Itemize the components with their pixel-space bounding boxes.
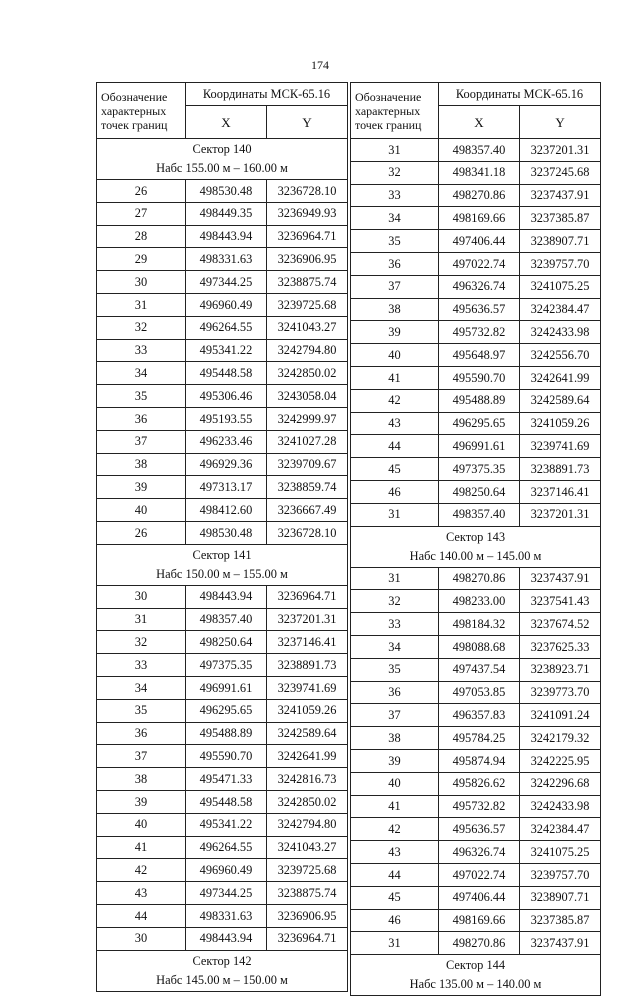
point-id-cell: 39 <box>97 790 186 813</box>
x-coordinate-cell: 495471.33 <box>186 768 267 791</box>
table-row <box>97 927 348 950</box>
x-coordinate-cell: 497406.44 <box>439 230 520 253</box>
y-coordinate-cell: 3237541.43 <box>520 590 601 613</box>
point-id-cell: 41 <box>351 366 439 389</box>
y-coordinate-cell: 3239741.69 <box>520 435 601 458</box>
table-row <box>351 818 601 841</box>
y-coordinate-cell: 3241043.27 <box>267 836 348 859</box>
point-id-cell: 40 <box>97 813 186 836</box>
x-coordinate-cell: 495448.58 <box>186 790 267 813</box>
table-row <box>97 453 348 476</box>
x-coordinate-cell: 496295.65 <box>186 699 267 722</box>
table-row <box>351 207 601 230</box>
table-row <box>351 389 601 412</box>
y-coordinate-cell: 3242850.02 <box>267 362 348 385</box>
y-coordinate-cell: 3241075.25 <box>520 275 601 298</box>
table-row <box>351 458 601 481</box>
designation-header: Обозначение характерных точек границ <box>97 83 186 139</box>
point-id-cell: 33 <box>351 613 439 636</box>
point-id-cell: 29 <box>97 248 186 271</box>
sector-title: Сектор 140 <box>192 142 252 156</box>
x-coordinate-cell: 495732.82 <box>439 321 520 344</box>
y-coordinate-cell: 3237385.87 <box>520 207 601 230</box>
point-id-cell: 35 <box>97 385 186 408</box>
point-id-cell: 45 <box>351 886 439 909</box>
x-coordinate-cell: 495590.70 <box>186 745 267 768</box>
x-coordinate-cell: 496357.83 <box>439 704 520 727</box>
sector-row <box>97 139 348 180</box>
sector-heading <box>351 955 601 996</box>
point-id-cell: 36 <box>351 681 439 704</box>
x-coordinate-cell: 495448.58 <box>186 362 267 385</box>
y-coordinate-cell: 3237201.31 <box>267 608 348 631</box>
x-coordinate-cell: 496264.55 <box>186 316 267 339</box>
table-row <box>351 435 601 458</box>
table-row <box>351 590 601 613</box>
designation-header: Обозначение характерных точек границ <box>351 83 439 139</box>
table-row <box>97 585 348 608</box>
x-coordinate-cell: 498443.94 <box>186 225 267 248</box>
point-id-cell: 38 <box>97 453 186 476</box>
x-coordinate-cell: 498184.32 <box>439 613 520 636</box>
sector-row <box>351 526 601 567</box>
y-coordinate-cell: 3241027.28 <box>267 430 348 453</box>
y-coordinate-cell: 3238923.71 <box>520 658 601 681</box>
table-row <box>97 882 348 905</box>
x-coordinate-cell: 498250.64 <box>439 480 520 503</box>
x-coordinate-cell: 495341.22 <box>186 813 267 836</box>
x-coordinate-cell: 497313.17 <box>186 476 267 499</box>
x-header: X <box>186 106 267 139</box>
point-id-cell: 36 <box>351 252 439 275</box>
x-coordinate-cell: 496295.65 <box>439 412 520 435</box>
table-row <box>351 772 601 795</box>
point-id-cell: 32 <box>97 316 186 339</box>
point-id-cell: 30 <box>97 585 186 608</box>
y-coordinate-cell: 3241059.26 <box>520 412 601 435</box>
x-coordinate-cell: 498331.63 <box>186 904 267 927</box>
table-row <box>97 339 348 362</box>
y-coordinate-cell: 3236906.95 <box>267 248 348 271</box>
x-coordinate-cell: 495341.22 <box>186 339 267 362</box>
table-row <box>97 180 348 203</box>
table-row <box>97 362 348 385</box>
x-coordinate-cell: 498169.66 <box>439 909 520 932</box>
table-row <box>351 909 601 932</box>
sector-heading <box>97 544 348 585</box>
y-coordinate-cell: 3238875.74 <box>267 271 348 294</box>
point-id-cell: 36 <box>97 722 186 745</box>
point-id-cell: 33 <box>97 654 186 677</box>
table-row <box>97 859 348 882</box>
table-row <box>97 676 348 699</box>
sector-title: Сектор 143 <box>445 529 506 544</box>
x-coordinate-cell: 495306.46 <box>186 385 267 408</box>
x-coordinate-cell: 496233.46 <box>186 430 267 453</box>
sector-row <box>97 544 348 585</box>
sector-height-range: Набс 135.00 м – 140.00 м <box>409 977 542 992</box>
point-id-cell: 42 <box>97 859 186 882</box>
table-row <box>97 248 348 271</box>
point-id-cell: 42 <box>351 389 439 412</box>
point-id-cell: 38 <box>351 298 439 321</box>
x-coordinate-cell: 497344.25 <box>186 882 267 905</box>
table-row <box>351 704 601 727</box>
y-coordinate-cell: 3242589.64 <box>267 722 348 745</box>
point-id-cell: 35 <box>351 658 439 681</box>
x-coordinate-cell: 495648.97 <box>439 344 520 367</box>
point-id-cell: 28 <box>97 225 186 248</box>
y-coordinate-cell: 3237146.41 <box>520 480 601 503</box>
point-id-cell: 40 <box>351 344 439 367</box>
sector-heading <box>97 139 348 180</box>
y-coordinate-cell: 3238891.73 <box>520 458 601 481</box>
x-coordinate-cell: 498357.40 <box>439 503 520 526</box>
y-coordinate-cell: 3237437.91 <box>520 932 601 955</box>
point-id-cell: 46 <box>351 480 439 503</box>
table-row <box>351 412 601 435</box>
x-coordinate-cell: 498169.66 <box>439 207 520 230</box>
point-id-cell: 46 <box>351 909 439 932</box>
x-coordinate-cell: 496264.55 <box>186 836 267 859</box>
table-row <box>97 699 348 722</box>
x-coordinate-cell: 495784.25 <box>439 727 520 750</box>
x-coordinate-cell: 498341.18 <box>439 161 520 184</box>
x-coordinate-cell: 496960.49 <box>186 859 267 882</box>
y-coordinate-cell: 3242179.32 <box>520 727 601 750</box>
x-coordinate-cell: 498357.40 <box>186 608 267 631</box>
table-row <box>351 480 601 503</box>
table-row <box>351 932 601 955</box>
table-row <box>97 316 348 339</box>
y-coordinate-cell: 3242794.80 <box>267 813 348 836</box>
y-coordinate-cell: 3241043.27 <box>267 316 348 339</box>
table-row <box>351 635 601 658</box>
table-row <box>97 790 348 813</box>
y-coordinate-cell: 3242433.98 <box>520 795 601 818</box>
y-coordinate-cell: 3236964.71 <box>267 225 348 248</box>
y-coordinate-cell: 3239725.68 <box>267 293 348 316</box>
x-coordinate-cell: 498250.64 <box>186 631 267 654</box>
y-coordinate-cell: 3242641.99 <box>520 366 601 389</box>
y-coordinate-cell: 3237201.31 <box>520 503 601 526</box>
point-id-cell: 39 <box>351 749 439 772</box>
y-coordinate-cell: 3242384.47 <box>520 298 601 321</box>
page-number: 174 <box>311 58 329 72</box>
table-row <box>351 863 601 886</box>
x-coordinate-cell: 498233.00 <box>439 590 520 613</box>
y-coordinate-cell: 3242556.70 <box>520 344 601 367</box>
y-coordinate-cell: 3242999.97 <box>267 407 348 430</box>
x-coordinate-cell: 497375.35 <box>439 458 520 481</box>
y-coordinate-cell: 3242641.99 <box>267 745 348 768</box>
y-coordinate-cell: 3237625.33 <box>520 635 601 658</box>
point-id-cell: 31 <box>351 567 439 590</box>
x-coordinate-cell: 495488.89 <box>439 389 520 412</box>
table-row <box>97 385 348 408</box>
table-row <box>351 795 601 818</box>
table-row <box>97 836 348 859</box>
x-coordinate-cell: 498449.35 <box>186 202 267 225</box>
coordinates-table-right <box>350 82 601 996</box>
table-row <box>97 813 348 836</box>
x-coordinate-cell: 495732.82 <box>439 795 520 818</box>
y-coordinate-cell: 3242589.64 <box>520 389 601 412</box>
sector-height-range: Набс 140.00 м – 145.00 м <box>409 548 542 563</box>
point-id-cell: 44 <box>97 904 186 927</box>
table-row <box>351 749 601 772</box>
point-id-cell: 31 <box>97 293 186 316</box>
y-coordinate-cell: 3243058.04 <box>267 385 348 408</box>
point-id-cell: 30 <box>97 927 186 950</box>
point-id-cell: 39 <box>97 476 186 499</box>
table-row <box>97 499 348 522</box>
table-row <box>351 366 601 389</box>
point-id-cell: 38 <box>351 727 439 750</box>
point-id-cell: 26 <box>97 180 186 203</box>
y-coordinate-cell: 3242433.98 <box>520 321 601 344</box>
y-coordinate-cell: 3238891.73 <box>267 654 348 677</box>
x-coordinate-cell: 496960.49 <box>186 293 267 316</box>
y-coordinate-cell: 3237245.68 <box>520 161 601 184</box>
table-row <box>351 161 601 184</box>
x-coordinate-cell: 498443.94 <box>186 927 267 950</box>
x-coordinate-cell: 497344.25 <box>186 271 267 294</box>
sector-height-range: Набс 145.00 м – 150.00 м <box>156 972 288 987</box>
y-coordinate-cell: 3237385.87 <box>520 909 601 932</box>
table-row <box>351 184 601 207</box>
table-row <box>351 298 601 321</box>
table-row <box>97 202 348 225</box>
table-row <box>97 608 348 631</box>
point-id-cell: 31 <box>351 139 439 162</box>
table-row <box>351 230 601 253</box>
y-coordinate-cell: 3238907.71 <box>520 886 601 909</box>
table-row <box>351 658 601 681</box>
x-coordinate-cell: 496929.36 <box>186 453 267 476</box>
x-coordinate-cell: 497053.85 <box>439 681 520 704</box>
x-coordinate-cell: 495488.89 <box>186 722 267 745</box>
y-coordinate-cell: 3238859.74 <box>267 476 348 499</box>
y-coordinate-cell: 3239757.70 <box>520 252 601 275</box>
y-coordinate-cell: 3239709.67 <box>267 453 348 476</box>
y-coordinate-cell: 3238875.74 <box>267 882 348 905</box>
y-header: Y <box>520 106 601 139</box>
x-coordinate-cell: 495636.57 <box>439 298 520 321</box>
point-id-cell: 33 <box>97 339 186 362</box>
table-row <box>97 904 348 927</box>
y-coordinate-cell: 3236728.10 <box>267 521 348 544</box>
table-row <box>351 321 601 344</box>
sector-heading <box>351 526 601 567</box>
y-coordinate-cell: 3236949.93 <box>267 202 348 225</box>
y-coordinate-cell: 3241075.25 <box>520 841 601 864</box>
x-coordinate-cell: 498270.86 <box>439 184 520 207</box>
point-id-cell: 30 <box>97 271 186 294</box>
y-coordinate-cell: 3242225.95 <box>520 749 601 772</box>
y-coordinate-cell: 3242850.02 <box>267 790 348 813</box>
y-coordinate-cell: 3241091.24 <box>520 704 601 727</box>
x-coordinate-cell: 498412.60 <box>186 499 267 522</box>
table-row <box>97 768 348 791</box>
point-id-cell: 44 <box>351 863 439 886</box>
point-id-cell: 34 <box>97 676 186 699</box>
y-coordinate-cell: 3236906.95 <box>267 904 348 927</box>
y-coordinate-cell: 3237437.91 <box>520 567 601 590</box>
point-id-cell: 37 <box>351 704 439 727</box>
y-coordinate-cell: 3236728.10 <box>267 180 348 203</box>
sector-row <box>351 955 601 996</box>
sector-title: Сектор 141 <box>192 547 252 562</box>
coordinates-header: Координаты МСК-65.16 <box>186 83 348 106</box>
x-coordinate-cell: 496326.74 <box>439 841 520 864</box>
y-coordinate-cell: 3236964.71 <box>267 585 348 608</box>
coordinates-header: Координаты МСК-65.16 <box>439 83 601 106</box>
table-row <box>97 722 348 745</box>
x-coordinate-cell: 498331.63 <box>186 248 267 271</box>
x-coordinate-cell: 497437.54 <box>439 658 520 681</box>
y-coordinate-cell: 3239773.70 <box>520 681 601 704</box>
y-coordinate-cell: 3238907.71 <box>520 230 601 253</box>
x-coordinate-cell: 497406.44 <box>439 886 520 909</box>
table-row <box>97 745 348 768</box>
x-coordinate-cell: 497375.35 <box>186 654 267 677</box>
x-coordinate-cell: 495874.94 <box>439 749 520 772</box>
point-id-cell: 40 <box>351 772 439 795</box>
table-row <box>351 727 601 750</box>
table-row <box>351 613 601 636</box>
x-coordinate-cell: 498088.68 <box>439 635 520 658</box>
y-coordinate-cell: 3242816.73 <box>267 768 348 791</box>
point-id-cell: 35 <box>351 230 439 253</box>
point-id-cell: 41 <box>97 836 186 859</box>
y-coordinate-cell: 3239741.69 <box>267 676 348 699</box>
table-row <box>97 271 348 294</box>
point-id-cell: 37 <box>97 745 186 768</box>
y-coordinate-cell: 3242384.47 <box>520 818 601 841</box>
x-coordinate-cell: 496991.61 <box>439 435 520 458</box>
x-coordinate-cell: 496326.74 <box>439 275 520 298</box>
table-row <box>97 293 348 316</box>
y-coordinate-cell: 3239757.70 <box>520 863 601 886</box>
y-coordinate-cell: 3242296.68 <box>520 772 601 795</box>
x-coordinate-cell: 498443.94 <box>186 585 267 608</box>
point-id-cell: 31 <box>351 932 439 955</box>
x-coordinate-cell: 498270.86 <box>439 567 520 590</box>
point-id-cell: 40 <box>97 499 186 522</box>
x-coordinate-cell: 498530.48 <box>186 521 267 544</box>
y-coordinate-cell: 3237674.52 <box>520 613 601 636</box>
y-header: Y <box>267 106 348 139</box>
table-row <box>97 476 348 499</box>
table-row <box>351 344 601 367</box>
point-id-cell: 33 <box>351 184 439 207</box>
y-coordinate-cell: 3242794.80 <box>267 339 348 362</box>
point-id-cell: 43 <box>97 882 186 905</box>
y-coordinate-cell: 3237146.41 <box>267 631 348 654</box>
x-coordinate-cell: 496991.61 <box>186 676 267 699</box>
table-row <box>97 407 348 430</box>
point-id-cell: 31 <box>351 503 439 526</box>
point-id-cell: 41 <box>351 795 439 818</box>
point-id-cell: 26 <box>97 521 186 544</box>
sector-heading <box>97 950 348 991</box>
table-row <box>351 275 601 298</box>
point-id-cell: 43 <box>351 841 439 864</box>
y-coordinate-cell: 3237437.91 <box>520 184 601 207</box>
y-coordinate-cell: 3237201.31 <box>520 139 601 162</box>
point-id-cell: 44 <box>351 435 439 458</box>
table-row <box>97 654 348 677</box>
x-coordinate-cell: 495193.55 <box>186 407 267 430</box>
y-coordinate-cell: 3236964.71 <box>267 927 348 950</box>
table-row <box>351 567 601 590</box>
table-row <box>351 886 601 909</box>
table-row <box>97 225 348 248</box>
x-coordinate-cell: 497022.74 <box>439 252 520 275</box>
point-id-cell: 37 <box>351 275 439 298</box>
x-coordinate-cell: 495636.57 <box>439 818 520 841</box>
x-coordinate-cell: 495826.62 <box>439 772 520 795</box>
sector-row <box>97 950 348 991</box>
point-id-cell: 42 <box>351 818 439 841</box>
point-id-cell: 38 <box>97 768 186 791</box>
x-coordinate-cell: 497022.74 <box>439 863 520 886</box>
point-id-cell: 34 <box>97 362 186 385</box>
point-id-cell: 39 <box>351 321 439 344</box>
point-id-cell: 27 <box>97 202 186 225</box>
y-coordinate-cell: 3241059.26 <box>267 699 348 722</box>
x-coordinate-cell: 498357.40 <box>439 139 520 162</box>
point-id-cell: 37 <box>97 430 186 453</box>
sector-title: Сектор 144 <box>445 958 506 973</box>
y-coordinate-cell: 3236667.49 <box>267 499 348 522</box>
sector-height-range: Набс 150.00 м – 155.00 м <box>156 566 288 581</box>
point-id-cell: 32 <box>97 631 186 654</box>
x-header: X <box>439 106 520 139</box>
point-id-cell: 32 <box>351 590 439 613</box>
x-coordinate-cell: 498530.48 <box>186 180 267 203</box>
point-id-cell: 43 <box>351 412 439 435</box>
point-id-cell: 36 <box>97 407 186 430</box>
table-row <box>351 841 601 864</box>
coordinates-table-left <box>96 82 348 992</box>
sector-title: Сектор 142 <box>192 953 252 968</box>
point-id-cell: 35 <box>97 699 186 722</box>
point-id-cell: 32 <box>351 161 439 184</box>
table-row <box>351 503 601 526</box>
y-coordinate-cell: 3239725.68 <box>267 859 348 882</box>
table-row <box>97 430 348 453</box>
point-id-cell: 45 <box>351 458 439 481</box>
table-row <box>351 681 601 704</box>
point-id-cell: 34 <box>351 207 439 230</box>
table-row <box>351 139 601 162</box>
table-row <box>97 521 348 544</box>
sector-height-range: Набс 155.00 м – 160.00 м <box>156 161 288 175</box>
table-row <box>351 252 601 275</box>
x-coordinate-cell: 495590.70 <box>439 366 520 389</box>
point-id-cell: 34 <box>351 635 439 658</box>
table-row <box>97 631 348 654</box>
x-coordinate-cell: 498270.86 <box>439 932 520 955</box>
point-id-cell: 31 <box>97 608 186 631</box>
